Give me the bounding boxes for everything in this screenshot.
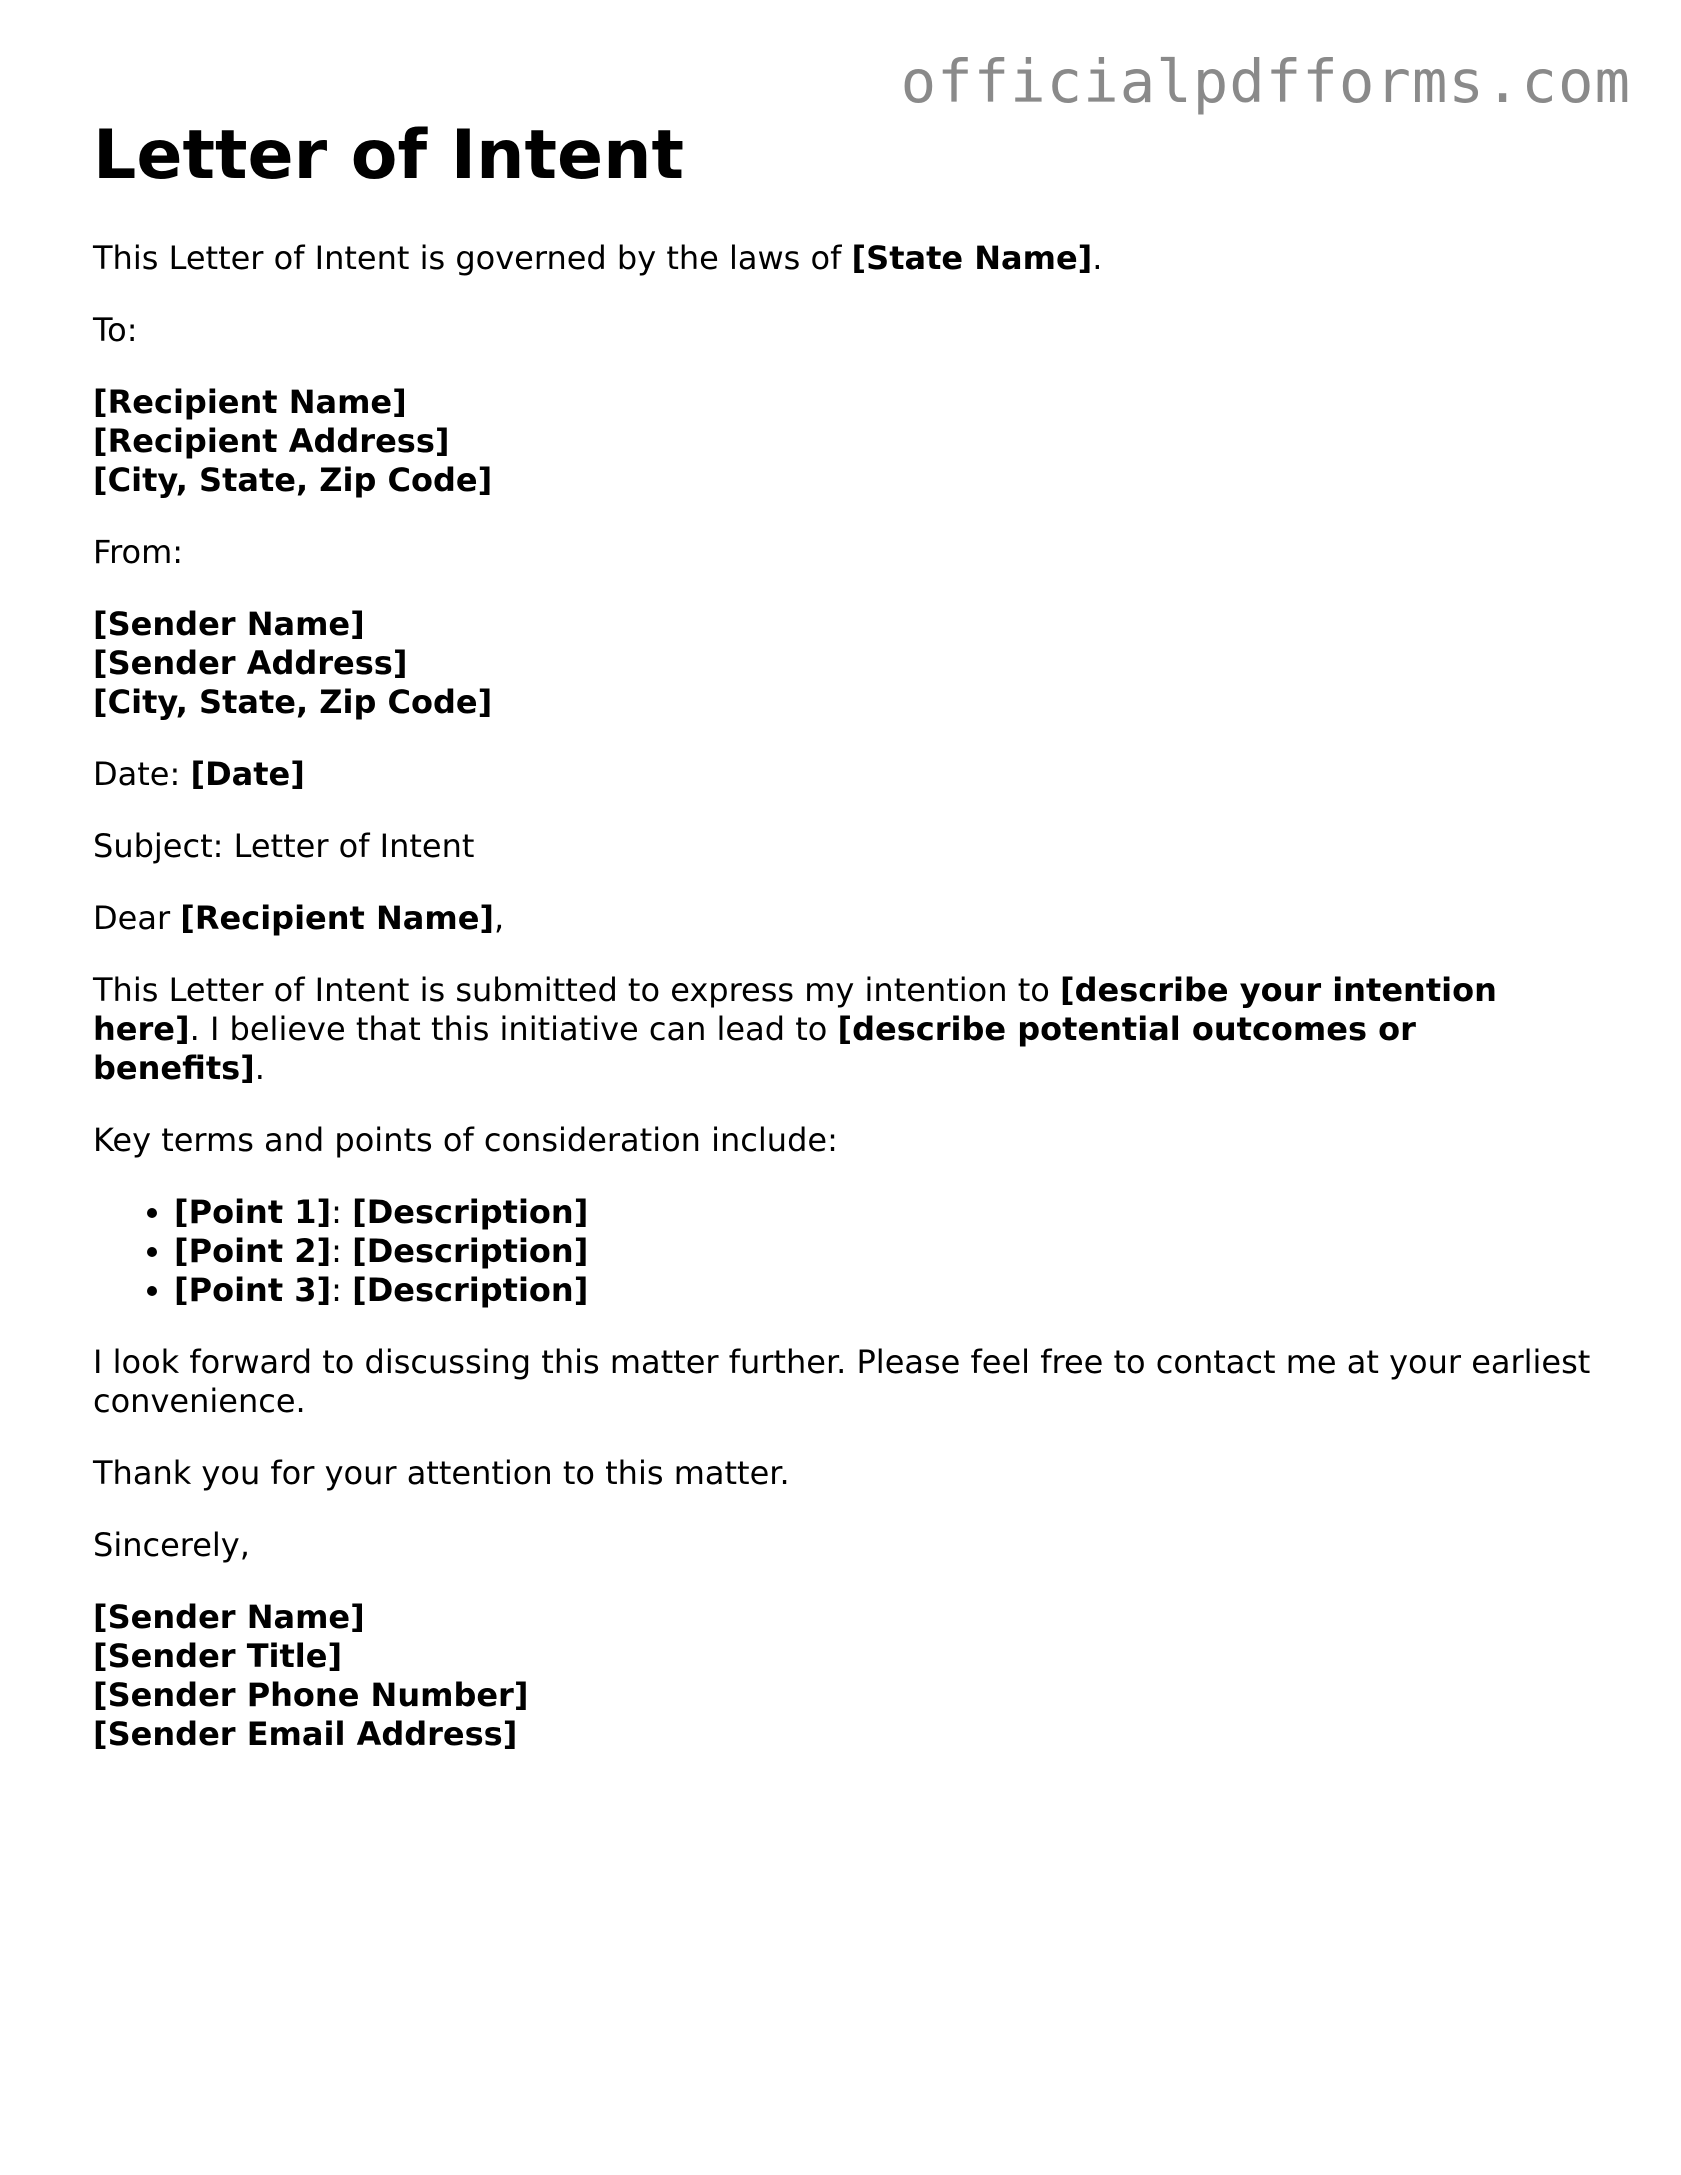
point-description: [Description] <box>352 1232 589 1271</box>
intent-period: . <box>254 1049 265 1088</box>
sender-block <box>93 605 1593 722</box>
salutation-name: [Recipient Name] <box>180 899 495 938</box>
sign-off: Sincerely, <box>93 1526 250 1565</box>
governing-law-line <box>93 239 1593 278</box>
recipient-block <box>93 383 1593 500</box>
subject-line: Subject: Letter of Intent <box>93 827 475 866</box>
list-item <box>174 1271 1593 1310</box>
intent-text-1: This Letter of Intent is submitted to express my intention to <box>93 971 1060 1010</box>
outcomes-placeholder: [describe potential outcomes or benefits] <box>93 1010 1416 1088</box>
letter-document <box>93 117 1593 1787</box>
point-label: [Point 2] <box>174 1232 332 1271</box>
point-separator: : <box>331 1271 353 1310</box>
sender-name: [Sender Name] <box>93 605 365 644</box>
signature-phone: [Sender Phone Number] <box>93 1676 529 1715</box>
sender-address: [Sender Address] <box>93 644 408 683</box>
signature-title: [Sender Title] <box>93 1637 343 1676</box>
list-item <box>174 1232 1593 1271</box>
governing-law-period: . <box>1092 239 1103 278</box>
closing-paragraph-2: Thank you for your attention to this matter. <box>93 1454 790 1493</box>
list-item <box>174 1193 1593 1232</box>
page-title: Letter of Intent <box>93 116 685 195</box>
intent-paragraph <box>93 971 1593 1088</box>
salutation-comma: , <box>494 899 505 938</box>
closing-paragraph-1: I look forward to discussing this matter further. Please feel free to contact me at your earliest convenience. <box>93 1343 1591 1421</box>
signature-block <box>93 1598 1593 1754</box>
date-placeholder: [Date] <box>190 755 305 794</box>
point-separator: : <box>331 1232 353 1271</box>
intent-text-2: . I believe that this initiative can lead to <box>189 1010 838 1049</box>
point-description: [Description] <box>352 1193 589 1232</box>
signature-email: [Sender Email Address] <box>93 1715 518 1754</box>
salutation <box>93 899 1593 938</box>
state-name-placeholder: [State Name] <box>851 239 1093 278</box>
point-label: [Point 1] <box>174 1193 332 1232</box>
signature-name: [Sender Name] <box>93 1598 365 1637</box>
key-points-list <box>93 1193 1593 1310</box>
recipient-city: [City, State, Zip Code] <box>93 461 493 500</box>
key-terms-intro: Key terms and points of consideration include: <box>93 1121 838 1160</box>
watermark-text: officialpdfforms.com <box>900 47 1631 116</box>
date-line <box>93 755 1593 794</box>
point-description: [Description] <box>352 1271 589 1310</box>
recipient-name: [Recipient Name] <box>93 383 407 422</box>
date-label: Date: <box>93 755 191 794</box>
from-label: From: <box>93 533 184 572</box>
intention-placeholder: [describe your intention here] <box>93 971 1497 1049</box>
recipient-address: [Recipient Address] <box>93 422 450 461</box>
to-label: To: <box>93 311 138 350</box>
point-separator: : <box>331 1193 353 1232</box>
salutation-prefix: Dear <box>93 899 181 938</box>
sender-city: [City, State, Zip Code] <box>93 683 493 722</box>
governing-law-text: This Letter of Intent is governed by the laws of <box>93 239 852 278</box>
point-label: [Point 3] <box>174 1271 332 1310</box>
